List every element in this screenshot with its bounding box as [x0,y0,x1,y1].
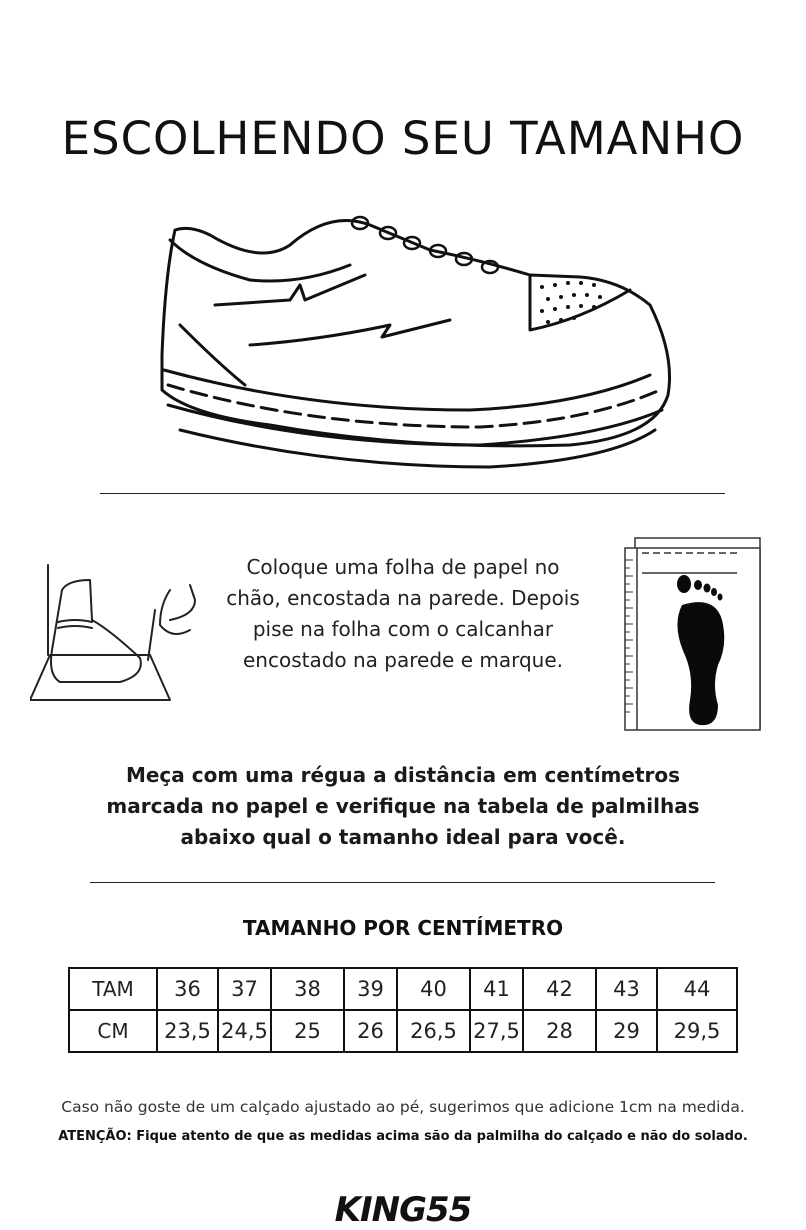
fit-note: Caso não goste de um calçado ajustado ao pé, sugerimos que adicione 1cm na medida. [61,1098,745,1116]
instructions-text: Coloque uma folha de papel no chão, encostada na parede. Depois pise na folha com o calcanhar encostado na parede e marque. [226,555,580,672]
cm-cell: 29,5 [657,1010,737,1052]
divider-middle [90,882,715,883]
cm-cell: 23,5 [157,1010,218,1052]
size-table [68,967,738,1053]
size-cell: 40 [397,968,470,1010]
cm-cell: 25 [271,1010,344,1052]
page-title: ESCOLHENDO SEU TAMANHO [61,112,745,165]
cm-cell: 27,5 [470,1010,523,1052]
size-cell: 44 [657,968,737,1010]
cm-row [69,1010,737,1052]
ruler-foot-illustration [620,535,765,732]
row-label-cm: CM [69,1010,157,1052]
size-cell: 41 [470,968,523,1010]
cm-cell: 24,5 [218,1010,271,1052]
cm-cell: 29 [596,1010,657,1052]
table-title: TAMANHO POR CENTÍMETRO [242,916,564,940]
cm-cell: 26 [344,1010,397,1052]
brand-logo: KING55 [334,1190,472,1230]
foot-on-paper-illustration [30,560,205,705]
measure-instructions: Meça com uma régua a distância em centímetros marcada no papel e verifique na tabela de palmilhas abaixo qual o tamanho ideal para você. [106,763,700,849]
row-label-tam: TAM [69,968,157,1010]
size-row [69,968,737,1010]
sneaker-illustration [150,205,680,475]
cm-cell: 26,5 [397,1010,470,1052]
size-cell: 38 [271,968,344,1010]
size-cell: 36 [157,968,218,1010]
attention-warning: ATENÇÃO: Fique atento de que as medidas acima são da palmilha do calçado e não do solado. [58,1129,748,1144]
size-cell: 43 [596,968,657,1010]
size-cell: 39 [344,968,397,1010]
size-cell: 42 [523,968,596,1010]
cm-cell: 28 [523,1010,596,1052]
size-cell: 37 [218,968,271,1010]
divider-top [100,493,725,494]
